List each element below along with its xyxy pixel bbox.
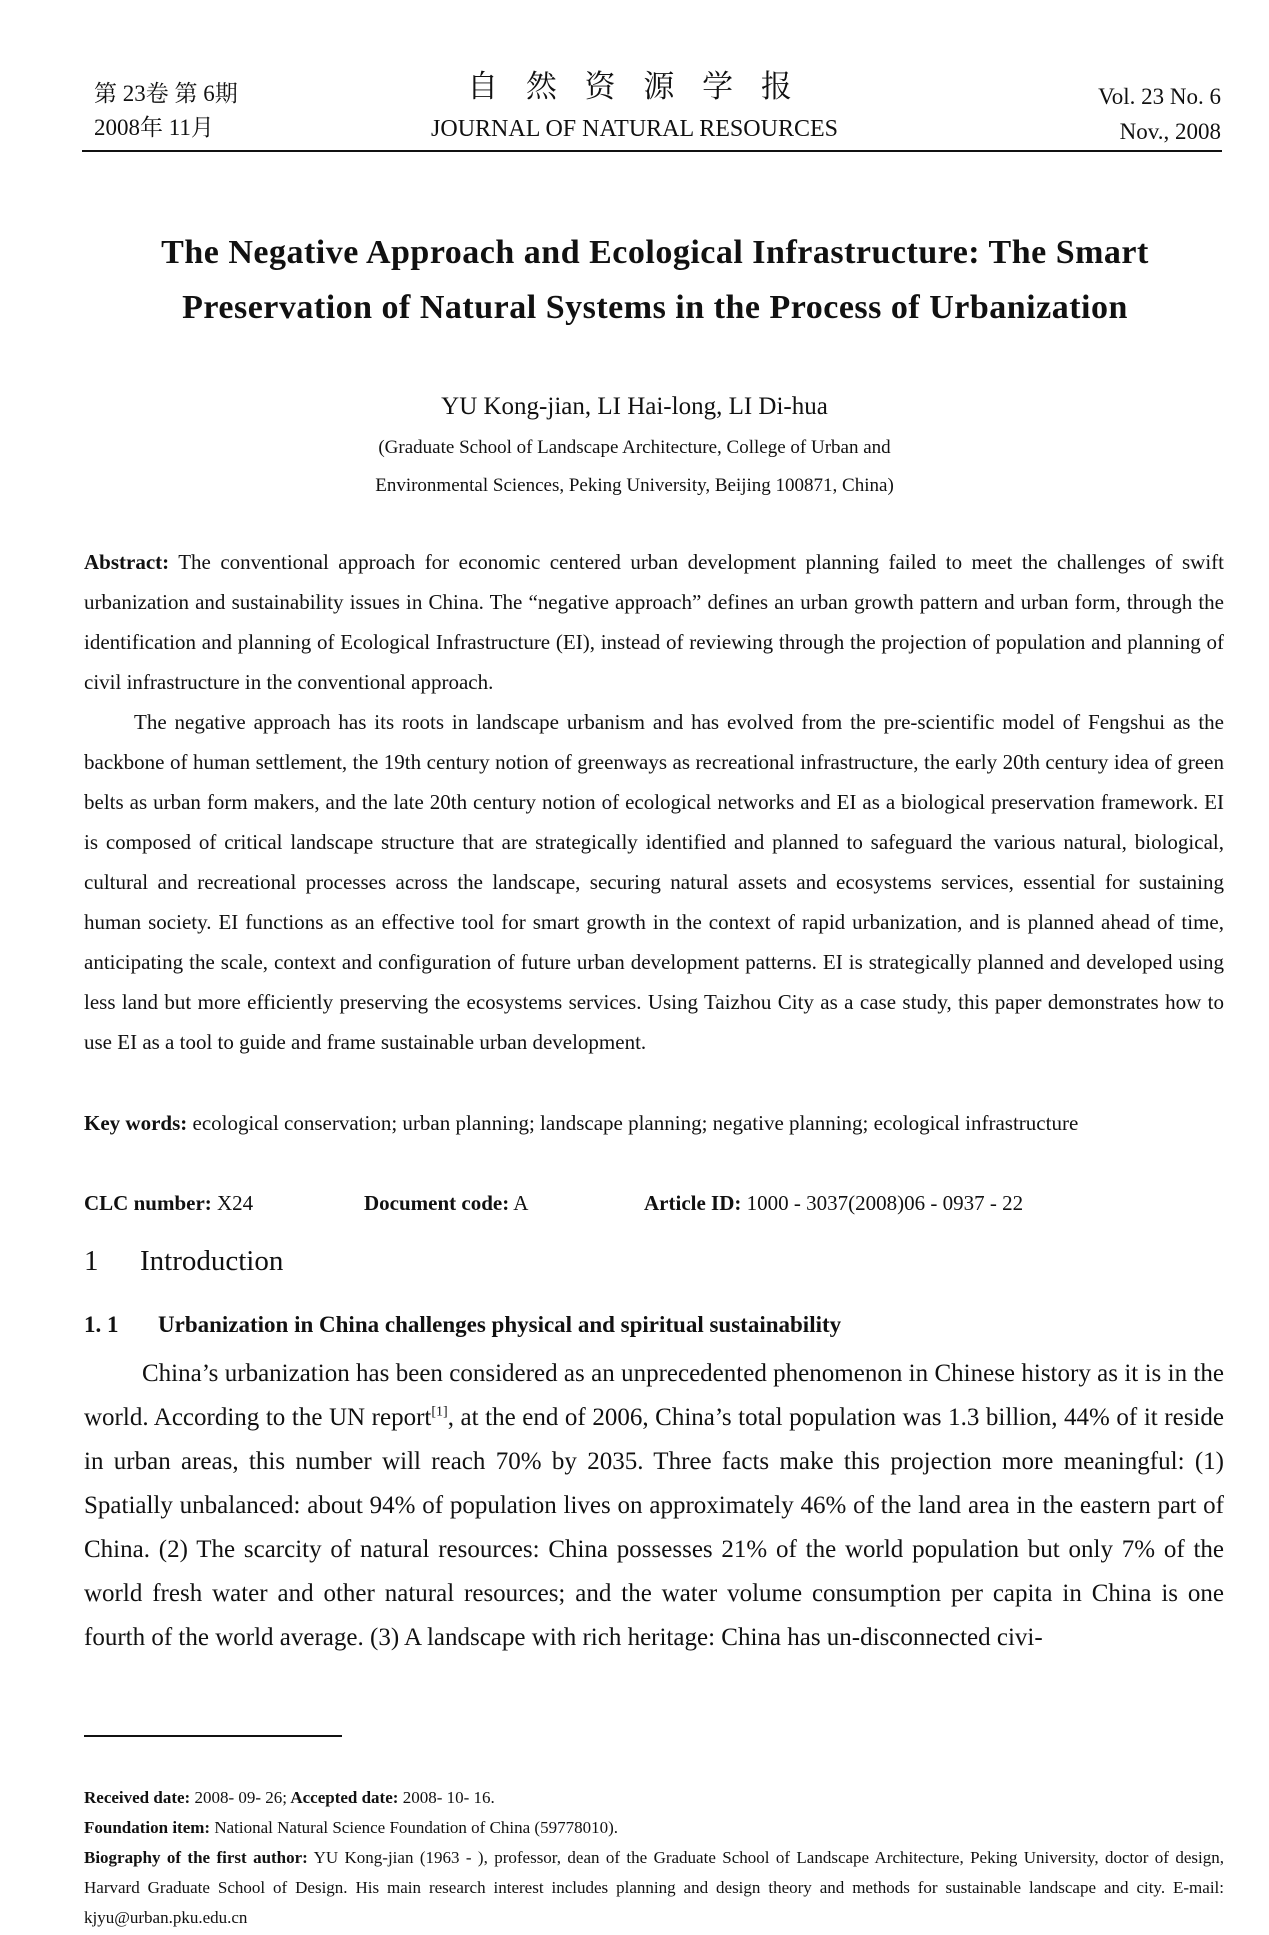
title-line-1: The Negative Approach and Ecological Infrastructure: The Smart [161, 234, 1149, 271]
biography-value: YU Kong-jian (1963 - ), professor, dean of the Graduate School of Landscape Architecture, Peking University, doctor of design, Harvard Graduate School of Design. His main research interest includes planning and design theory and methods for sustainable landscape and city. E-mail: kjyu@urban.pku.edu.cn [84, 1848, 1224, 1927]
keywords-label: Key words: [84, 1111, 188, 1135]
date-cn: 2008年 11月 [94, 115, 214, 140]
received-label: Received date: [84, 1788, 191, 1807]
received-accepted-note [84, 1783, 1224, 1813]
date-en: Nov., 2008 [1119, 119, 1221, 144]
foundation-note [84, 1813, 1224, 1843]
journal-name-cn: 自 然 资 源 学 报 [467, 69, 802, 104]
biography-label: Biography of the first author: [84, 1848, 308, 1867]
section-number: 1 [84, 1245, 99, 1277]
body-text-2: , at the end of 2006, China’s total population was 1.3 billion, 44% of it reside in urban areas, this number will reach 70% by 2035. Three facts make this projection more meaningful: (1) Spatially unbalanced: about 94% of population lives on approximately 46% of the land area in the eastern part of China. (2) The scarcity of natural resources: China possesses 21% of the world population but only 7% of the world fresh water and other natural resources; and the water volume consumption per capita in China is one fourth of the world average. (3) A landscape with rich heritage: China has un-disconnected civi- [84, 1404, 1224, 1651]
subsection-heading [84, 1312, 841, 1338]
author-biography [84, 1843, 1224, 1933]
abstract-paragraph-2: The negative approach has its roots in landscape urbanism and has evolved from the pre-scientific model of Fengshui as the backbone of human settlement, the 19th century notion of greenways as recreational infrastructure, the early 20th century idea of green belts as urban form makers, and the late 20th century notion of ecological networks and EI as a biological preservation framework. EI is composed of critical landscape structure that are strategically identified and planned to safeguard the various natural, biological, cultural and recreational processes across the landscape, securing natural assets and ecosystems services, essential for sustaining human society. EI functions as an effective tool for smart growth in the context of rapid urbanization, and is planned ahead of time, anticipating the scale, context and configuration of future urban development patterns. EI is strategically planned and developed using less land but more efficiently preserving the ecosystems services. Using Taizhou City as a case study, this paper demonstrates how to use EI as a tool to guide and frame sustainable urban development. [84, 710, 1224, 1054]
keywords [84, 1103, 1224, 1143]
body-paragraph [84, 1352, 1224, 1660]
keywords-text: ecological conservation; urban planning; landscape planning; negative planning; ecological infrastructure [187, 1111, 1079, 1135]
foundation-label: Foundation item: [84, 1818, 211, 1837]
abstract-text: The conventional approach for economic centered urban development planning failed to meet the challenges of swift urbanization and sustainability issues in China. The “negative approach” defines an urban growth pattern and urban form, through the identification and planning of Ecological Infrastructure (EI), instead of reviewing through the projection of population and planning of civil infrastructure in the conventional approach. [84, 550, 1224, 694]
author-list: YU Kong-jian, LI Hai-long, LI Di-hua [441, 393, 828, 420]
paper-title [90, 225, 1220, 335]
abstract-paragraph [84, 542, 1224, 702]
foundation-value: National Natural Science Foundation of China (59778010). [210, 1818, 619, 1837]
subsection-title: Urbanization in China challenges physical and spiritual sustainability [158, 1312, 842, 1337]
document-code [364, 1183, 528, 1223]
document-code-value: A [509, 1191, 529, 1215]
affiliation-line-1: (Graduate School of Landscape Architecture, College of Urban and [378, 437, 891, 458]
volume-issue-cn: 第 23卷 第 6期 [94, 81, 238, 106]
document-code-label: Document code: [364, 1191, 510, 1215]
article-id-label: Article ID: [644, 1191, 742, 1215]
clc-number [84, 1183, 253, 1223]
clc-value: X24 [211, 1191, 254, 1215]
subsection-number: 1. 1 [84, 1312, 119, 1337]
journal-name-en: JOURNAL OF NATURAL RESOURCES [431, 116, 838, 142]
clc-label: CLC number: [84, 1191, 212, 1215]
body-text-1: China’s urbanization has been considered as an unprecedented phenomenon in Chinese history as it is in the world. According to the UN report [84, 1360, 1224, 1431]
received-value: 2008- 09- 26; [190, 1788, 288, 1807]
volume-issue-en: Vol. 23 No. 6 [1098, 84, 1221, 109]
article-id [644, 1183, 1023, 1223]
accepted-label: Accepted date: [287, 1788, 399, 1807]
section-heading-introduction [84, 1245, 283, 1278]
header-divider [82, 150, 1222, 152]
affiliation-line-2: Environmental Sciences, Peking University, Beijing 100871, China) [375, 475, 894, 496]
footnote-divider [84, 1735, 342, 1737]
section-title: Introduction [140, 1245, 284, 1277]
journal-header [0, 0, 1269, 160]
title-line-2: Preservation of Natural Systems in the Process of Urbanization [182, 289, 1128, 326]
article-id-value: 1000 - 3037(2008)06 - 0937 - 22 [741, 1191, 1024, 1215]
citation-ref[interactable]: [1] [431, 1404, 448, 1420]
accepted-value: 2008- 10- 16. [398, 1788, 495, 1807]
abstract-label: Abstract: [84, 550, 170, 574]
